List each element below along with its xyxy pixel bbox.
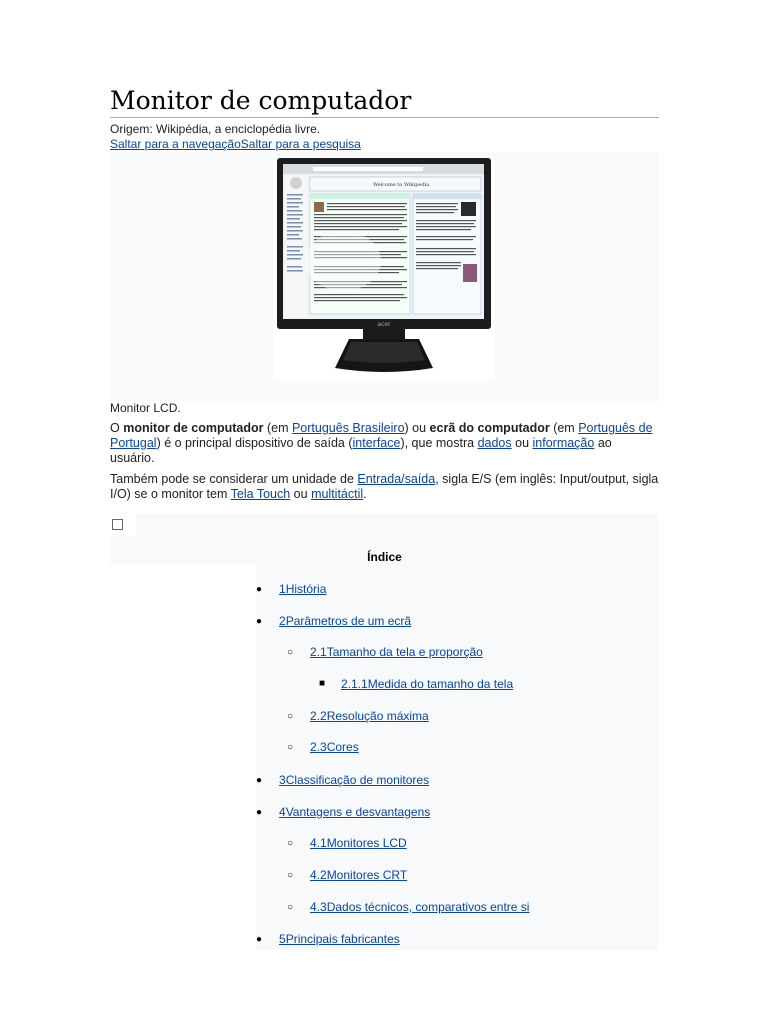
skip-navigation-link[interactable]: Saltar para a navegação [110,137,241,151]
toc-list [256,564,659,950]
toc-header [110,514,659,564]
bullet-disc: ● [256,775,263,786]
bullet-disc: ● [256,807,263,818]
table-of-contents [110,514,659,950]
term-monitor: monitor de computador [123,421,264,435]
link-portugues-brasileiro[interactable]: Português Brasileiro [291,421,405,435]
bullet-circle: ○ [287,742,294,753]
origin-note: Origem: Wikipédia, a enciclopédia livre. [110,122,321,136]
link-dados[interactable]: dados [477,436,512,450]
link-tela-touch[interactable]: Tela Touch [230,487,291,501]
figure [110,152,659,401]
term-ecra: ecrã do computador [429,421,550,435]
intro-paragraph: O monitor de computador (em Português Brasileiro) ou ecrã do computador (em Português de Portugal) é o principal dispositivo de saída (interface), que mostra dados ou informação ao usuário. [110,421,653,465]
brand-logo: acer [377,321,391,328]
toc-item[interactable]: 2.3Cores [310,740,359,754]
toc-toggle[interactable] [110,514,136,536]
link-multitactil[interactable]: multitáctil [311,487,364,501]
figure-caption: Monitor LCD. [110,401,181,415]
toc-item[interactable]: 5Principais fabricantes [279,932,400,946]
page-title: Monitor de computador [110,86,659,118]
bullet-disc: ● [256,934,263,945]
link-entrada-saida[interactable]: Entrada/saída [357,472,436,486]
bullet-square: ■ [319,678,326,689]
bullet-disc: ● [256,584,263,595]
toc-item[interactable]: 2.1Tamanho da tela e proporção [310,645,483,659]
link-informacao[interactable]: informação [532,436,595,450]
bullet-circle: ○ [287,902,294,913]
bullet-circle: ○ [287,711,294,722]
toc-item[interactable]: 1História [279,582,327,596]
bullet-circle: ○ [287,838,294,849]
toc-item[interactable]: 2.1.1Medida do tamanho da tela [341,677,514,691]
link-portugues-portugal[interactable]: Português de Portugal [110,421,653,450]
skip-links [110,136,659,152]
toc-item[interactable]: 2.2Resolução máxima [310,709,429,723]
screen-heading: Welcome to Wikipedia [373,182,430,188]
toc-item[interactable]: 4.3Dados técnicos, comparativos entre si [310,900,530,914]
toc-item[interactable]: 3Classificação de monitores [279,773,430,787]
toc-item[interactable]: 4.2Monitores CRT [310,868,408,882]
toc-item[interactable]: 4Vantagens e desvantagens [279,805,431,819]
article [110,80,659,950]
toc-checkbox[interactable] [112,519,123,530]
link-interface[interactable]: interface [352,436,401,450]
toc-item[interactable]: 4.1Monitores LCD [310,836,407,850]
toc-item[interactable]: 2Parâmetros de um ecrã [279,614,412,628]
toc-title: Índice [367,550,402,564]
skip-search-link[interactable]: Saltar para a pesquisa [240,137,361,151]
lcd-monitor-image[interactable] [273,156,495,381]
bullet-circle: ○ [287,870,294,881]
bullet-circle: ○ [287,647,294,658]
bullet-disc: ● [256,616,263,627]
io-paragraph: Também pode se considerar um unidade de Entrada/saída, sigla E/S (em inglês: Input/output, sigla I/O) se o monitor tem Tela Touch ou multitáctil. [110,472,659,501]
